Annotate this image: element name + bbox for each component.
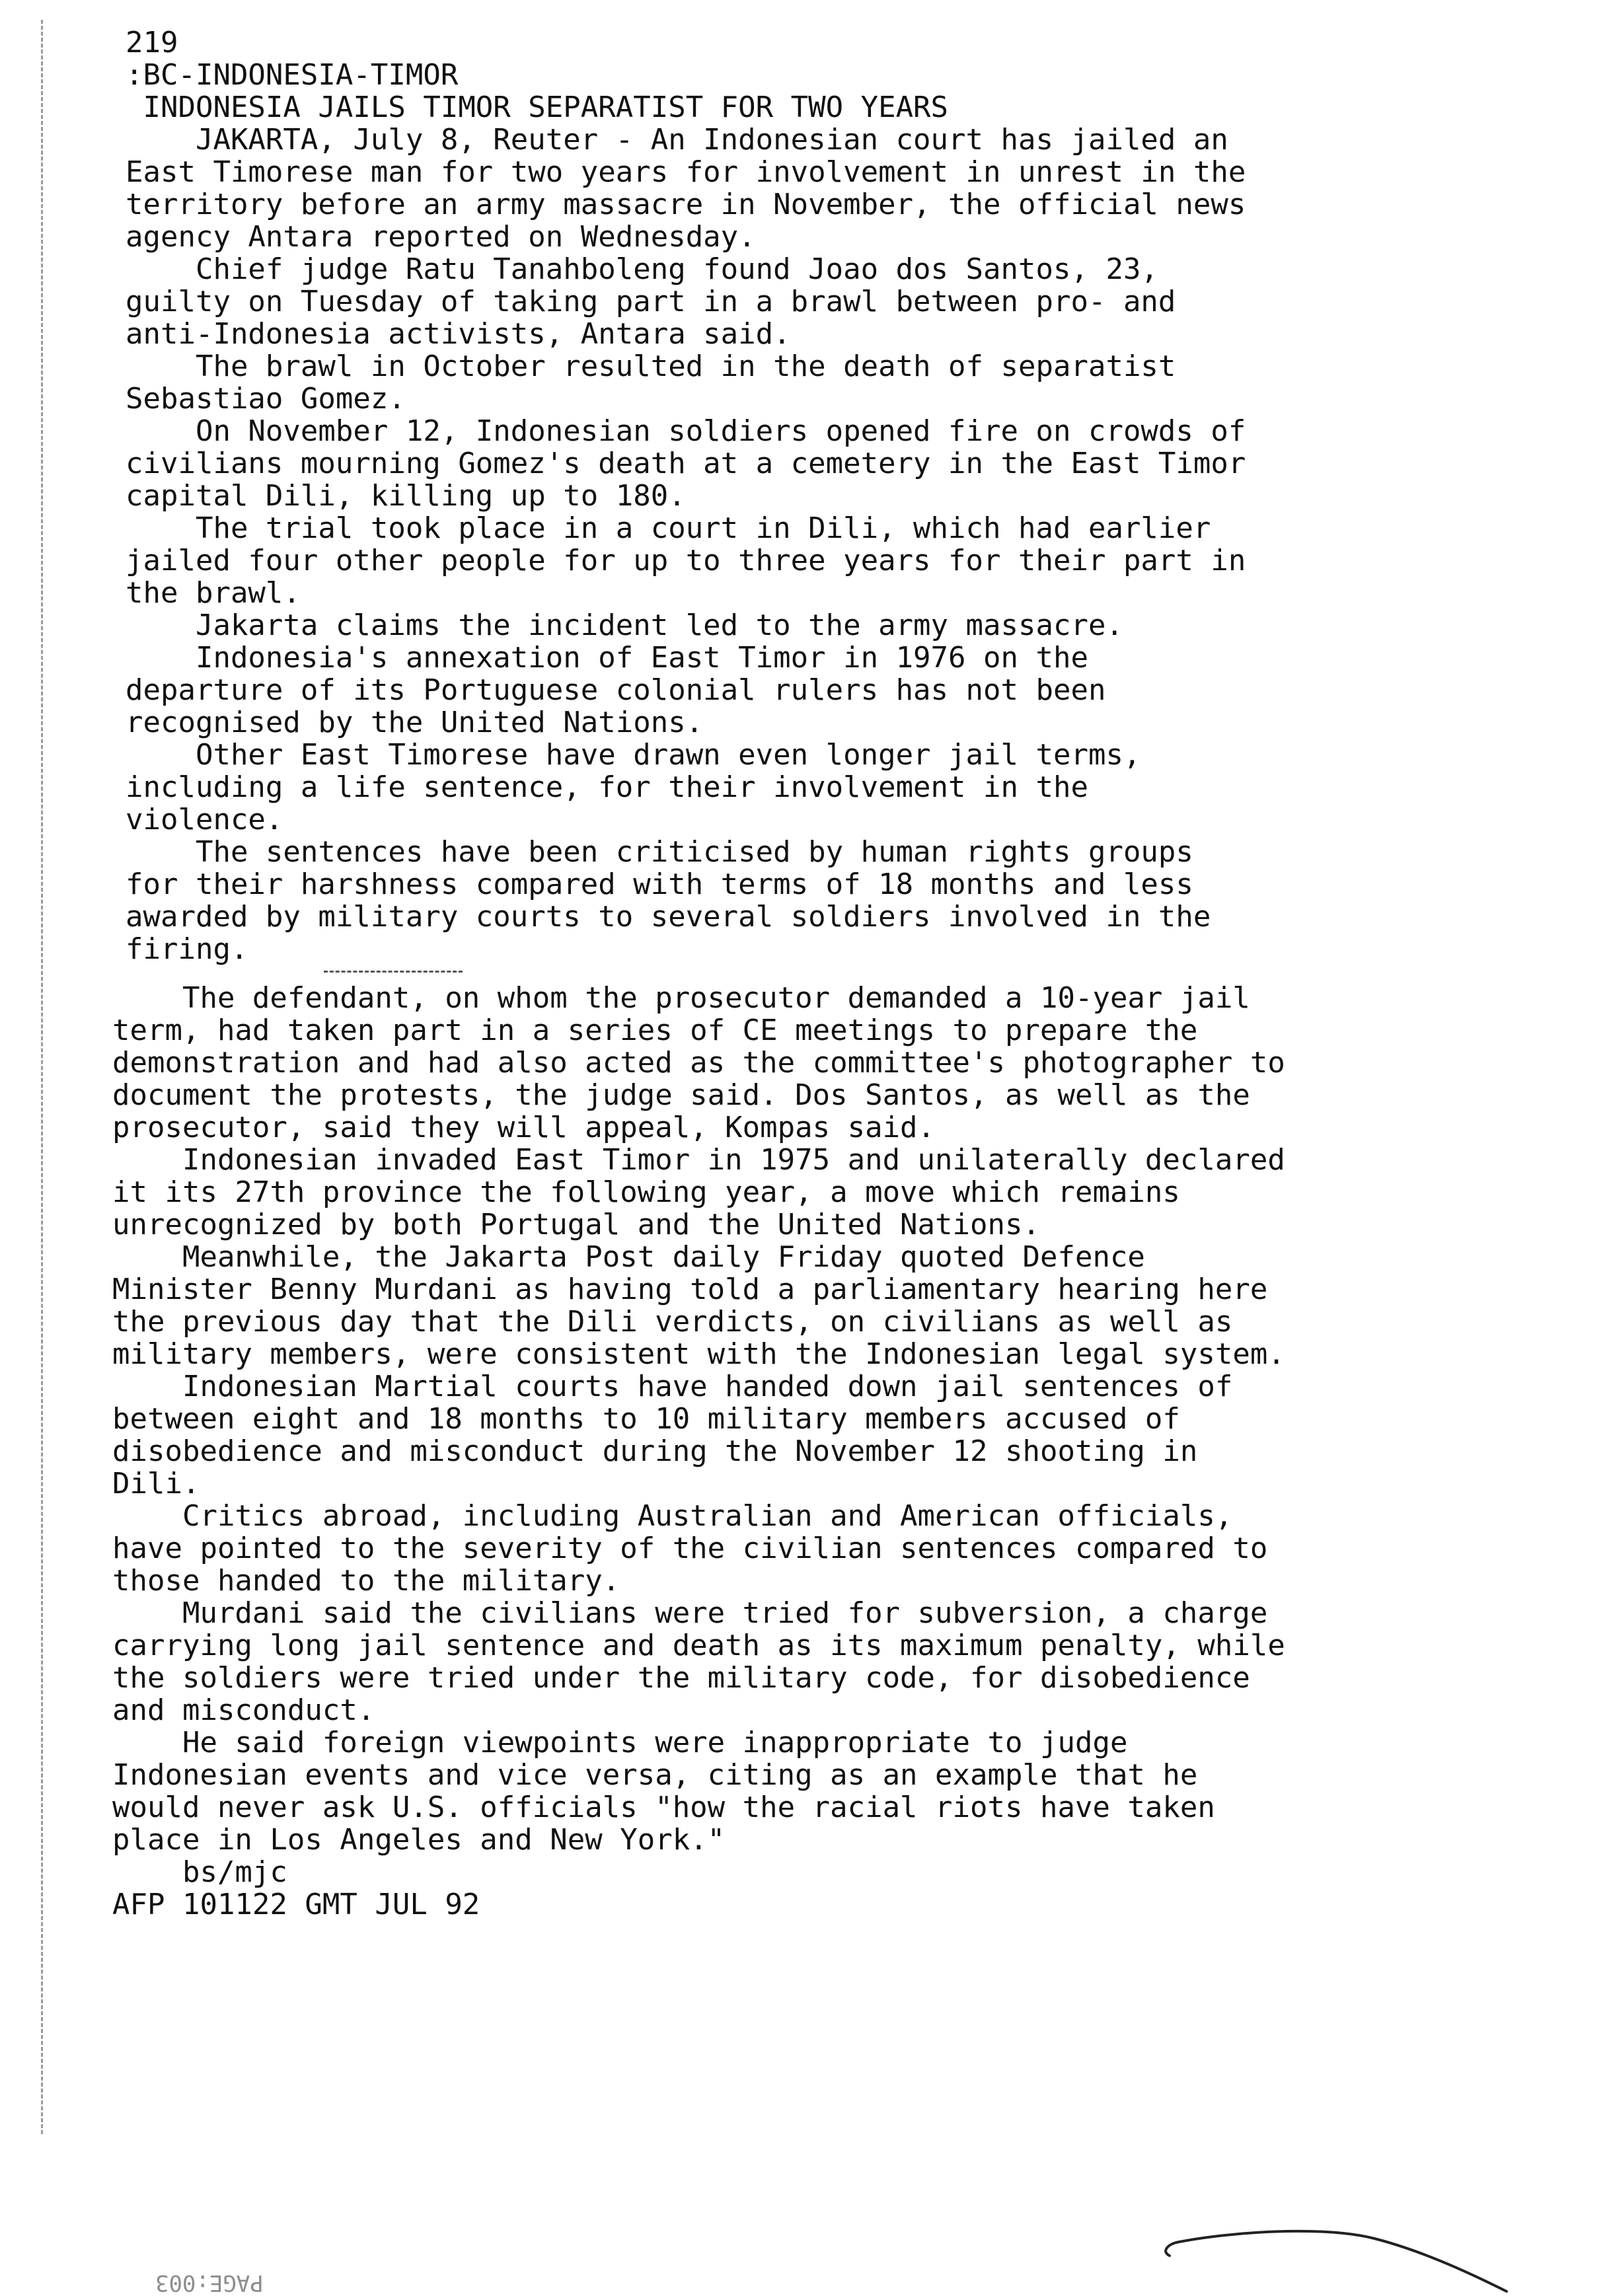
- story-line: Indonesian Martial courts have handed down jail sentences of: [112, 1370, 1233, 1403]
- story-line: those handed to the military.: [112, 1564, 620, 1598]
- news-document: [112, 26, 1566, 1921]
- story-line: He said foreign viewpoints were inappropriate to judge: [112, 1726, 1128, 1759]
- footer-page-mark: PAGE:003: [155, 2270, 264, 2296]
- story-line: unrecognized by both Portugal and the United Nations.: [112, 1208, 1040, 1241]
- story-line: place in Los Angeles and New York.": [112, 1823, 726, 1857]
- story-line: Sebastiao Gomez.: [126, 382, 406, 416]
- story-line: capital Dili, killing up to 180.: [126, 479, 686, 513]
- story-line: Minister Benny Murdani as having told a parliamentary hearing here: [112, 1273, 1268, 1306]
- story-line: The trial took place in a court in Dili, which had earlier: [126, 511, 1211, 545]
- story-line: jailed four other people for up to three years for their part in: [126, 544, 1246, 577]
- story-line: document the protests, the judge said. Dos Santos, as well as the: [112, 1078, 1250, 1112]
- story-line: Other East Timorese have drawn even longer jail terms,: [126, 738, 1141, 772]
- story-line: military members, were consistent with the Indonesian legal system.: [112, 1337, 1285, 1371]
- afp-story: [112, 981, 1566, 1921]
- story-line: recognised by the United Nations.: [126, 706, 704, 739]
- story-line: prosecutor, said they will appeal, Kompas said.: [112, 1111, 936, 1144]
- page-number: 219: [126, 26, 178, 59]
- story-line: agency Antara reported on Wednesday.: [126, 220, 756, 254]
- story-line: the soldiers were tried under the military code, for disobedience: [112, 1661, 1250, 1695]
- story-line: Indonesia's annexation of East Timor in 1976 on the: [126, 641, 1088, 675]
- story-line: Indonesian invaded East Timor in 1975 and unilaterally declared: [112, 1143, 1285, 1177]
- story-line: On November 12, Indonesian soldiers opened fire on crowds of: [126, 414, 1246, 448]
- story-line: The brawl in October resulted in the death of separatist: [126, 350, 1176, 383]
- story-line: it its 27th province the following year, a move which remains: [112, 1175, 1180, 1209]
- story-line: firing.: [126, 932, 248, 966]
- story-line: territory before an army massacre in November, the official news: [126, 188, 1246, 221]
- story-line: guilty on Tuesday of taking part in a brawl between pro- and: [126, 285, 1176, 318]
- story-line: JAKARTA, July 8, Reuter - An Indonesian court has jailed an: [126, 123, 1228, 157]
- story-line: have pointed to the severity of the civilian sentences compared to: [112, 1532, 1268, 1565]
- story-line: awarded by military courts to several soldiers involved in the: [126, 900, 1211, 934]
- story-line: Chief judge Ratu Tanahboleng found Joao dos Santos, 23,: [126, 252, 1158, 286]
- story-line: Meanwhile, the Jakarta Post daily Friday quoted Defence: [112, 1240, 1145, 1274]
- story-line: anti-Indonesia activists, Antara said.: [126, 317, 791, 351]
- story-slug: :BC-INDONESIA-TIMOR: [126, 58, 459, 92]
- wire-timestamp: AFP 101122 GMT JUL 92: [112, 1888, 480, 1921]
- story-line: Critics abroad, including Australian and American officials,: [112, 1499, 1233, 1533]
- section-separator: [324, 971, 463, 973]
- story-line: term, had taken part in a series of CE meetings to prepare the: [112, 1014, 1198, 1047]
- story-line: East Timorese man for two years for involvement in unrest in the: [126, 155, 1246, 189]
- story-line: civilians mourning Gomez's death at a cemetery in the East Timor: [126, 447, 1246, 480]
- story-line: the brawl.: [126, 576, 301, 610]
- story-line: would never ask U.S. officials "how the racial riots have taken: [112, 1791, 1215, 1824]
- story-line: between eight and 18 months to 10 military members accused of: [112, 1402, 1180, 1436]
- story-line: carrying long jail sentence and death as its maximum penalty, while: [112, 1629, 1285, 1662]
- story-line: Indonesian events and vice versa, citing as an example that he: [112, 1758, 1198, 1792]
- story-line: Jakarta claims the incident led to the army massacre.: [126, 609, 1123, 642]
- story-line: disobedience and misconduct during the November 12 shooting in: [112, 1434, 1198, 1468]
- story-line: Dili.: [112, 1467, 200, 1500]
- story-line: Murdani said the civilians were tried for subversion, a charge: [112, 1596, 1268, 1630]
- story-line: demonstration and had also acted as the committee's photographer to: [112, 1046, 1285, 1080]
- story-line: the previous day that the Dili verdicts, on civilians as well as: [112, 1305, 1233, 1339]
- story-line: including a life sentence, for their involvement in the: [126, 770, 1088, 804]
- story-line: for their harshness compared with terms of 18 months and less: [126, 868, 1193, 901]
- handwritten-scribble-icon: [1150, 2220, 1520, 2293]
- story-line: and misconduct.: [112, 1693, 375, 1727]
- story-line: The sentences have been criticised by human rights groups: [126, 835, 1193, 869]
- story-line: The defendant, on whom the prosecutor demanded a 10-year jail: [112, 981, 1250, 1015]
- story-line: violence.: [126, 803, 283, 836]
- dateline-code: bs/mjc: [112, 1855, 287, 1889]
- left-margin-line: [41, 20, 43, 2134]
- reuters-story: [126, 124, 1566, 965]
- headline: INDONESIA JAILS TIMOR SEPARATIST FOR TWO YEARS: [126, 91, 949, 124]
- story-line: departure of its Portuguese colonial rulers has not been: [126, 673, 1106, 707]
